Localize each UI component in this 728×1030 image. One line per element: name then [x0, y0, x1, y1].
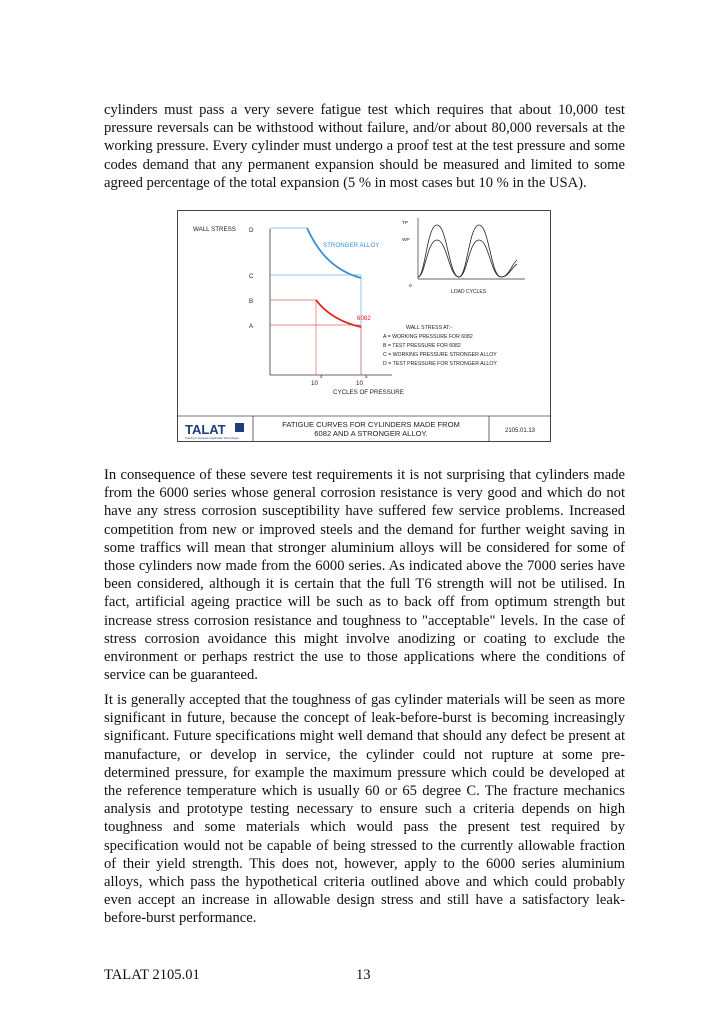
paragraph-2: [104, 466, 625, 684]
text-line: the reference temperature which is usually 60 or 65 degree C. The fracture mechanics: [104, 783, 625, 800]
text-line: before-burst performance.: [104, 910, 257, 927]
text-line: determined pressure, for example the maximum pressure which could be developed at: [104, 764, 625, 781]
level-d-label: D: [249, 227, 254, 234]
footer-document-id: TALAT 2105.01: [104, 967, 200, 983]
text-line: have any stress corrosion susceptibility have suffered few service problems. Increased: [104, 503, 625, 520]
text-line: increase stress corrosion resistance and toughness to "acceptable" levels. In the case of: [104, 612, 625, 629]
talat-logo: [185, 422, 244, 440]
inset-wp-label: WP: [402, 238, 410, 243]
text-line: some traffics will mean that stronger aluminium alloys will be considered for some of: [104, 539, 625, 556]
caption-line-1: FATIGUE CURVES FOR CYLINDERS MADE FROM: [282, 420, 460, 429]
text-line: agreed percentage of the total expansion (5 % in most cases but 10 % in the USA).: [104, 174, 587, 191]
caption-line-2: 6082 AND A STRONGER ALLOY.: [314, 429, 428, 438]
x-tick-1-exponent: 4: [320, 374, 323, 379]
text-line: even accept an increase in allowable design stress and still have a satisfactory leak-: [104, 892, 625, 909]
page-number: 13: [356, 967, 371, 983]
stronger-alloy-label: STRONGER ALLOY: [323, 242, 380, 249]
paragraph-1: [104, 101, 625, 192]
6082-label: 6082: [357, 315, 371, 322]
text-line: environment or perhaps restrict the use to those applications where the conditions of: [104, 649, 625, 666]
legend-item-b: B = TEST PRESSURE FOR 6082: [383, 343, 461, 349]
inset-zero-label: 0: [409, 284, 412, 289]
text-line: competition from new or improved steels and the demand for further weight saving in: [104, 521, 625, 538]
text-line: fact, artificial ageing practice will be such as to back off from optimum strength but: [104, 594, 625, 611]
text-line: from the 6000 series whose general corrosion resistance is very good and which do not: [104, 485, 625, 502]
legend-item-d: D = TEST PRESSURE FOR STRONGER ALLOY: [383, 361, 497, 367]
level-b-label: B: [249, 298, 254, 305]
x-axis-label: CYCLES OF PRESSURE: [333, 389, 404, 396]
logo-square-icon: [235, 423, 244, 432]
text-line: pressure reversals can be withstood without failure, and/or about 80,000 reversals at the: [104, 120, 625, 137]
legend-title: WALL STRESS AT:-: [406, 325, 452, 331]
legend-item-a: A = WORKING PRESSURE FOR 6082: [383, 334, 473, 340]
text-line: cylinders must pass a very severe fatigue test which requires that about 10,000 test: [104, 102, 625, 118]
inset-x-label: LOAD CYCLES: [451, 289, 487, 295]
text-line: In consequence of these severe test requirements it is not surprising that cylinders made: [104, 467, 625, 483]
text-line: significant. Future specifications might well demand that should any defect be present at: [104, 728, 625, 745]
inset-tp-label: TP: [402, 221, 409, 226]
text-line: alloys, which pass the hypothetical criteria outlined above and which could probably: [104, 874, 625, 891]
text-line: service can be guaranteed.: [104, 667, 258, 684]
legend-item-c: C = WORKING PRESSURE STRONGER ALLOY: [383, 352, 497, 358]
text-line: stress corrosion avoidance this might involve anodizing or coating to exclude the: [104, 630, 625, 647]
text-line: specification would not be capable of being stressed to the currently allowable fraction: [104, 837, 625, 854]
level-a-label: A: [249, 323, 254, 330]
y-axis-label: WALL STRESS: [193, 226, 236, 233]
text-line: analysis and prototype testing necessary to ensure such a criteria depends on high: [104, 801, 625, 818]
text-line: codes demand that any permanent expansion should be measured and limited to some: [104, 156, 625, 173]
text-line: those cylinders now made from the 6000 series. As indicated above the 7000 series have: [104, 558, 625, 575]
x-tick-2: 10: [356, 380, 363, 387]
logo-text: TALAT: [185, 422, 226, 437]
text-line: working pressure. Every cylinder must undergo a proof test at the test pressure and some: [104, 138, 625, 155]
text-line: It is generally accepted that the toughness of gas cylinder materials will be seen as more: [104, 692, 625, 708]
text-line: toughness and some materials which would pass the present test required by: [104, 819, 625, 836]
text-line: of their yield strength. This does not, however, apply to the 6000 series aluminium: [104, 855, 625, 872]
text-line: been considered, although it is certain that the full T6 strength will not be utilised. In: [104, 576, 625, 593]
figure-code: 2105.01.13: [504, 428, 536, 434]
x-tick-2-exponent: 5: [365, 374, 368, 379]
paragraph-3: [104, 691, 625, 928]
fatigue-curves-figure: [177, 210, 551, 442]
text-line: significant in future, because the concept of leak-before-burst is becoming increasingly: [104, 710, 625, 727]
logo-subtext: Training in Aluminium Application Technologies: [185, 437, 239, 440]
text-line: manufacture, or develop in service, the cylinder could not rupture at some pre-: [104, 746, 625, 763]
x-tick-1: 10: [311, 380, 318, 387]
level-c-label: C: [249, 273, 254, 280]
